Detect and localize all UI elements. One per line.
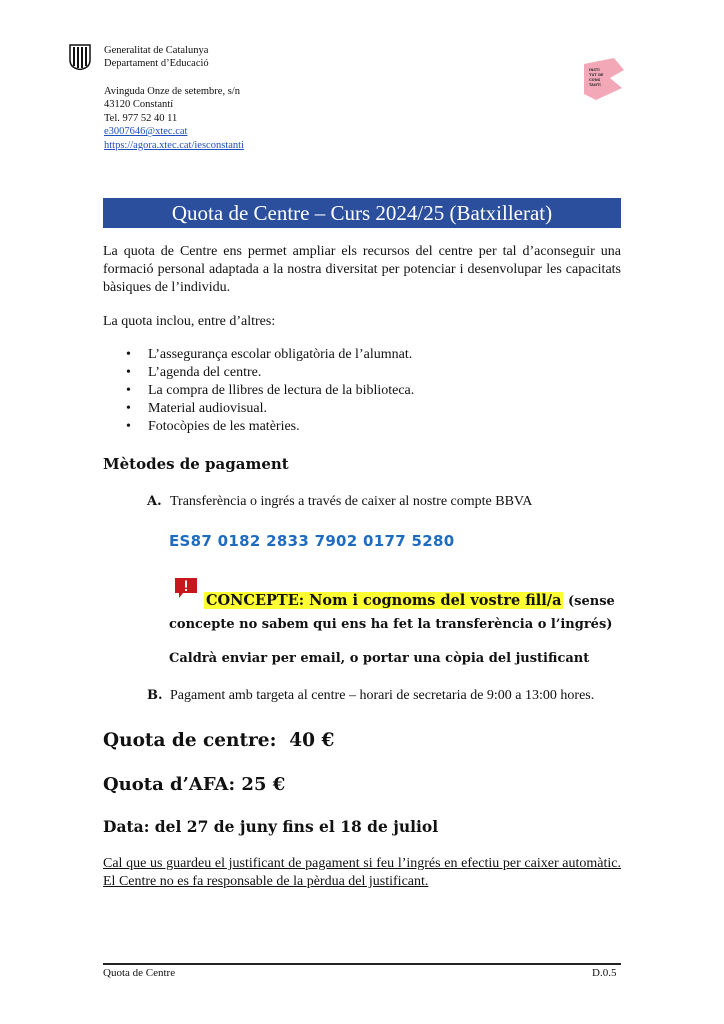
contact-block xyxy=(104,85,244,152)
afa-fee: Quota d’AFA: 25 € xyxy=(103,774,286,795)
email-link[interactable]: e3007646@xtec.cat xyxy=(104,126,188,138)
method-a xyxy=(147,494,532,510)
logo-text-2: TUT DE xyxy=(589,73,604,77)
includes-list xyxy=(103,346,414,436)
payment-methods-heading: Mètodes de pagament xyxy=(103,455,289,473)
footer-divider xyxy=(103,963,621,965)
intro-paragraph: La quota de Centre ens permet ampliar els recursos del centre per tal d’aconseguir una formació personal adaptada a la nostra diversitat per potenciar i desenvolupar les capacitats bàsiques de l’individu. xyxy=(103,244,621,295)
iban-number: ES87 0182 2833 7902 0177 5280 xyxy=(169,532,455,550)
centre-fee: Quota de centre: 40 € xyxy=(103,730,335,751)
org-line-2: Departament d’Educació xyxy=(104,58,209,69)
organization-name xyxy=(104,44,209,70)
concept-note: (sense concepte no sabem qui ens ha fet la transferència o l’ingrés) xyxy=(169,594,615,632)
org-line-1: Generalitat de Catalunya xyxy=(104,45,209,56)
includes-heading: La quota inclou, entre d’altres: xyxy=(103,314,276,329)
logo-text-3: CONS xyxy=(589,78,601,82)
concept-instruction xyxy=(169,590,639,636)
method-b xyxy=(147,688,594,704)
method-a-text: Transferència o ingrés a través de caixer al nostre compte BBVA xyxy=(170,494,533,509)
method-b-letter: B. xyxy=(147,688,163,703)
payment-dates: Data: del 27 de juny fins el 18 de juliol xyxy=(103,817,439,836)
list-item: • Material audiovisual. xyxy=(103,400,414,418)
page-title: Quota de Centre – Curs 2024/25 (Batxillerat) xyxy=(103,198,621,228)
phone: Tel. 977 52 40 11 xyxy=(104,112,178,124)
logo-text-4: TANTÍ xyxy=(589,83,601,87)
method-a-letter: A. xyxy=(147,494,162,509)
institute-logo xyxy=(584,58,624,100)
list-item: • Fotocòpies de les matèries. xyxy=(103,418,414,436)
concept-highlight: CONCEPTE: Nom i cognoms del vostre fill/a xyxy=(206,592,562,609)
list-item: • L’agenda del centre. xyxy=(103,364,414,382)
list-item: • La compra de llibres de lectura de la biblioteca. xyxy=(103,382,414,400)
send-receipt-note: Caldrà enviar per email, o portar una còpia del justificant xyxy=(169,651,590,666)
receipt-note: Cal que us guardeu el justificant de pagament si feu l’ingrés en efectiu per caixer automàtic. El Centre no es fa responsable de la pèrdua del justificant. xyxy=(103,856,621,889)
list-item: • L’assegurança escolar obligatòria de l’alumnat. xyxy=(103,346,414,364)
address-line-1: Avinguda Onze de setembre, s/n xyxy=(104,86,240,97)
footer-title: Quota de Centre xyxy=(103,967,176,979)
method-b-text: Pagament amb targeta al centre – horari de secretaria de 9:00 a 13:00 hores. xyxy=(170,688,595,703)
logo-text-1: INSTI xyxy=(589,68,600,72)
address-line-2: 43120 Constantí xyxy=(104,99,174,111)
generalitat-seal-icon xyxy=(69,44,91,70)
website-link[interactable]: https://agora.xtec.cat/iesconstanti xyxy=(104,139,244,151)
document-code: D.0.5 xyxy=(592,967,617,979)
